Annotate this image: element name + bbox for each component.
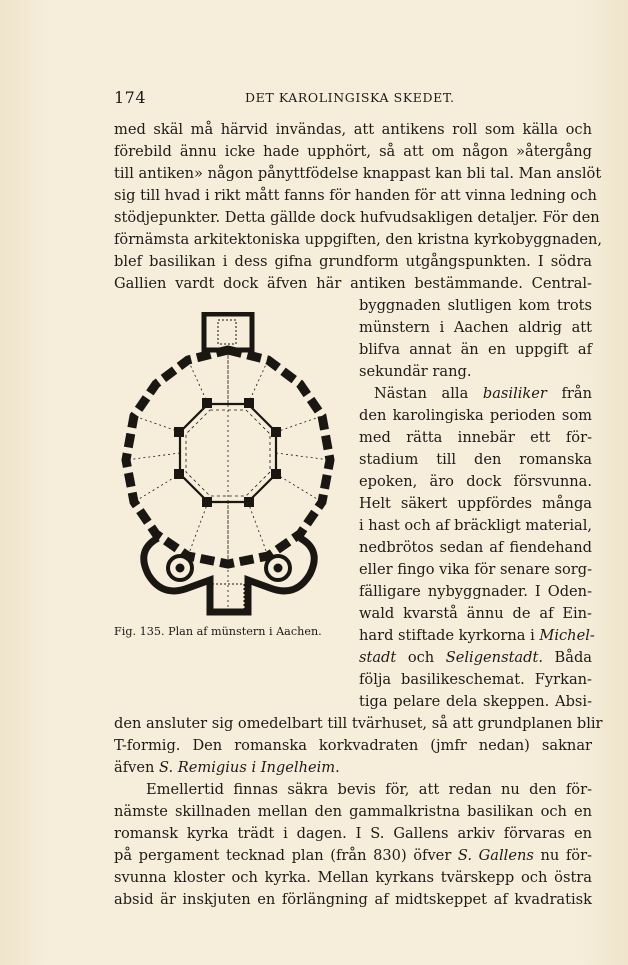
text-run: äfven <box>114 759 160 776</box>
text-line: svunna kloster och kyrka. Mellan kyrkans tvärskepp och östra <box>114 869 592 886</box>
emphasis: S. Gallens <box>457 847 534 864</box>
text-line: till antiken» någon pånyttfödelse knappast kan bli tal. Man anslöt <box>114 165 602 182</box>
figure-caption: Fig. 135. Plan af münstern i Aachen. <box>114 625 322 638</box>
entrance-block <box>204 314 252 350</box>
emphasis: basiliker <box>482 385 547 402</box>
central-octagon <box>180 404 276 502</box>
aachen-floor-plan-figure <box>118 312 344 624</box>
text-line: den ansluter sig omedelbart till tvärhuset, så att grundplanen blir <box>114 715 603 732</box>
page-number: 174 <box>114 88 147 107</box>
emphasis: S. Remigius i Ingelheim <box>159 759 336 776</box>
text-run: från <box>546 385 592 402</box>
text-run: och <box>396 649 446 666</box>
text-line: romansk kyrka trädt i dagen. I S. Gallens arkiv förvaras en <box>114 825 592 842</box>
text-line <box>374 384 592 404</box>
text-run: hard stiftade kyrkorna i <box>359 627 540 644</box>
emphasis: stadt <box>359 649 397 666</box>
text-line: förnämsta arkitektoniska uppgiften, den kristna kyrkobyggnaden, <box>114 231 603 248</box>
text-line: stadium till den romanska <box>359 451 592 468</box>
text-line: nedbrötos sedan af fiendehand <box>359 539 592 556</box>
text-line: följa basilikeschemat. Fyrkan- <box>359 671 592 688</box>
running-head: DET KAROLINGISKA SKEDET. <box>245 90 455 105</box>
emphasis: Seligenstadt <box>445 649 539 666</box>
text-line: sig till hvad i rikt mått fanns för handen för att vinna ledning och <box>114 187 597 204</box>
text-line: stödjepunkter. Detta gällde dock hufvudsakligen detaljer. För den <box>114 209 600 226</box>
text-line: absid är inskjuten en förlängning af midtskeppet af kvadratisk <box>114 891 592 908</box>
text-line: epoken, äro dock försvunna. <box>359 473 592 490</box>
text-line: blef basilikan i dess gifna grundform utgångspunkten. I södra <box>114 253 592 270</box>
text-line: den karolingiska perioden som <box>359 407 592 424</box>
page-header <box>114 88 600 112</box>
text-line: Gallien vardt dock äfven här antiken bestämmande. Central- <box>114 275 592 292</box>
text-line: i hast och af bräckligt material, <box>359 517 593 534</box>
text-line <box>359 626 595 646</box>
text-run: Nästan alla <box>374 385 483 402</box>
text-line <box>114 846 592 866</box>
text-run: på pergament tecknad plan (från 830) öfver <box>114 847 458 864</box>
text-line <box>114 758 592 778</box>
emphasis: Michel- <box>539 627 595 644</box>
text-run: . <box>335 759 340 776</box>
text-line: fälligare nybyggnader. I Oden- <box>359 583 592 600</box>
text-line: wald kvarstå ännu de af Ein- <box>359 605 592 622</box>
text-line: byggnaden slutligen kom trots <box>359 297 592 314</box>
text-run: . Båda <box>538 649 593 666</box>
text-line: förebild ännu icke hade upphört, så att om någon »återgång <box>114 143 592 160</box>
text-line: eller fingo vika för senare sorg- <box>359 561 593 578</box>
text-run: nu för- <box>533 847 592 864</box>
text-line: Emellertid finnas säkra bevis för, att redan nu den för- <box>146 781 592 798</box>
text-line: tiga pelare dela skeppen. Absi- <box>359 693 592 710</box>
text-line: nämste skillnaden mellan den gammalkristna basilikan och en <box>114 803 592 820</box>
text-line <box>359 648 592 668</box>
text-line: sekundär rang. <box>359 363 472 380</box>
text-line: med skäl må härvid invändas, att antikens roll som källa och <box>114 121 592 138</box>
text-line: T-formig. Den romanska korkvadraten (jmfr nedan) saknar <box>114 737 592 754</box>
text-line: Helt säkert uppfördes många <box>359 495 592 512</box>
piers <box>174 398 281 507</box>
text-line: med rätta innebär ett för- <box>359 429 592 446</box>
text-line: münstern i Aachen aldrig att <box>359 319 592 336</box>
text-line: blifva annat än en uppgift af <box>359 341 592 358</box>
